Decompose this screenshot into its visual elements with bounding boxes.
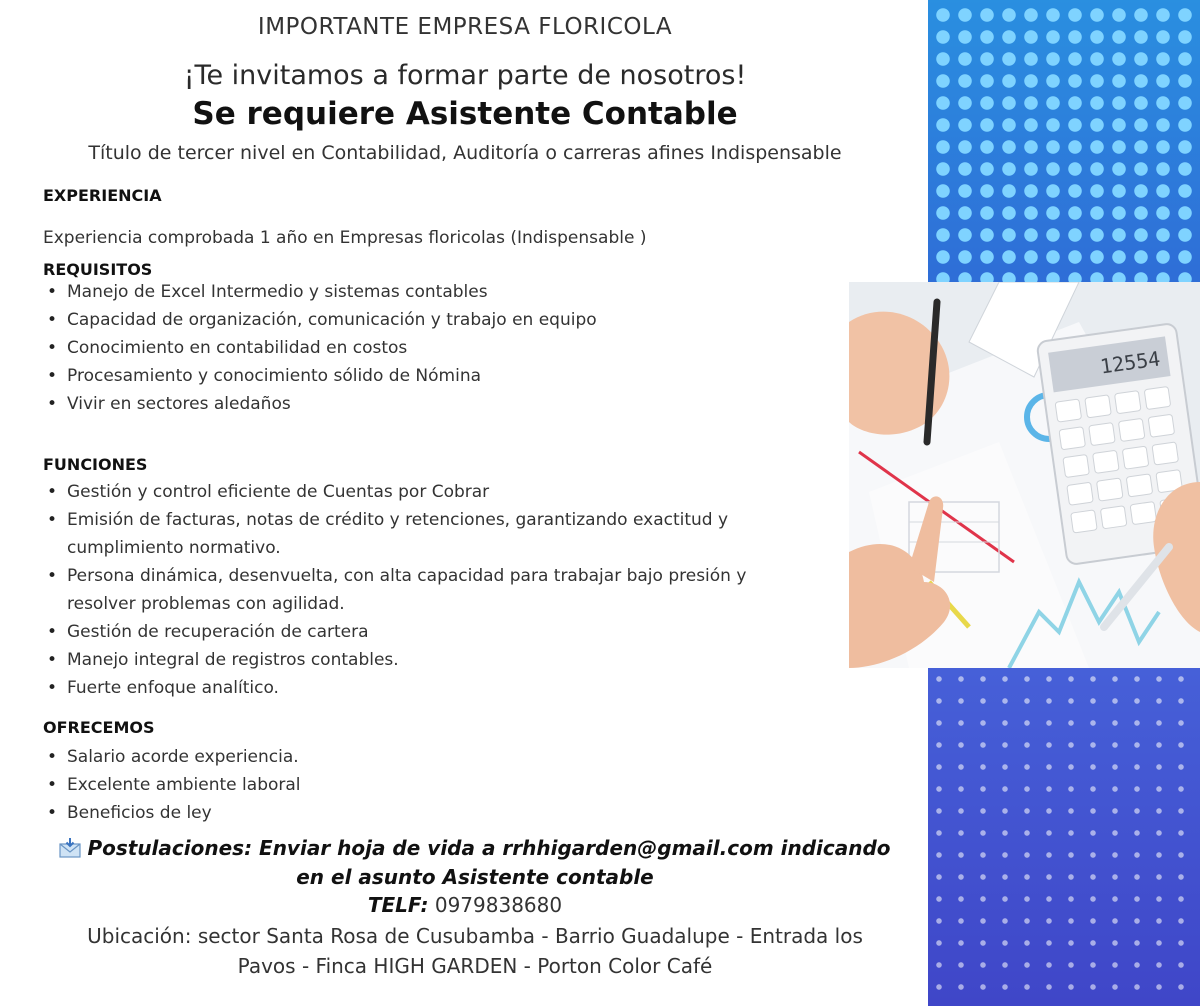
phone-line [0,893,930,917]
location-line-1: Ubicación: sector Santa Rosa de Cusubamba - Barrio Guadalupe - Entrada los [87,924,863,948]
section-title-experiencia: EXPERIENCIA [43,186,162,205]
phone-number: 0979838680 [434,893,563,917]
list-item: • Capacidad de organización, comunicación y trabajo en equipo [43,306,803,334]
list-item: • Excelente ambiente laboral [43,771,803,799]
position-title: Se requiere Asistente Contable [192,96,738,132]
ofrecemos-list [43,743,803,827]
location [30,921,920,981]
degree-requirement: Título de tercer nivel en Contabilidad, Auditoría o carreras afines Indispensable [88,142,842,164]
apply-line-2: en el asunto Asistente contable [296,865,654,889]
apply-line-1: Postulaciones: Enviar hoja de vida a rrhhigarden@gmail.com indicando [87,836,891,860]
company-heading: IMPORTANTE EMPRESA FLORICOLA [257,14,673,40]
list-item: • Fuerte enfoque analítico. [43,674,778,702]
decorative-dotted-band-lower [928,668,1200,1006]
section-title-funciones: FUNCIONES [43,455,148,474]
list-item: • Conocimiento en contabilidad en costos [43,334,803,362]
invite-heading: ¡Te invitamos a formar parte de nosotros! [183,60,747,91]
list-item: • Procesamiento y conocimiento sólido de Nómina [43,362,803,390]
list-item: • Persona dinámica, desenvuelta, con alta capacidad para trabajar bajo presión y resolver problemas con agilidad. [43,562,778,618]
application-instructions [30,834,920,892]
list-item: • Gestión de recuperación de cartera [43,618,778,646]
list-item: • Salario acorde experiencia. [43,743,803,771]
location-line-2: Pavos - Finca HIGH GARDEN - Porton Color Café [237,954,713,978]
requisitos-list [43,278,803,418]
funciones-list [43,478,778,702]
accounting-photo [849,282,1200,668]
phone-label: TELF: [367,893,429,917]
list-item: • Gestión y control eficiente de Cuentas por Cobrar [43,478,778,506]
list-item: • Beneficios de ley [43,799,803,827]
section-title-requisitos: REQUISITOS [43,260,153,279]
experience-text: Experiencia comprobada 1 año en Empresas floricolas (Indispensable ) [43,228,647,248]
section-title-ofrecemos: OFRECEMOS [43,718,155,737]
envelope-download-icon [59,837,83,857]
list-item: • Manejo integral de registros contables. [43,646,778,674]
calculator-display: 12554 [1098,346,1162,379]
list-item: • Vivir en sectores aledaños [43,390,803,418]
list-item: • Emisión de facturas, notas de crédito y retenciones, garantizando exactitud y cumplimiento normativo. [43,506,778,562]
list-item: • Manejo de Excel Intermedio y sistemas contables [43,278,803,306]
